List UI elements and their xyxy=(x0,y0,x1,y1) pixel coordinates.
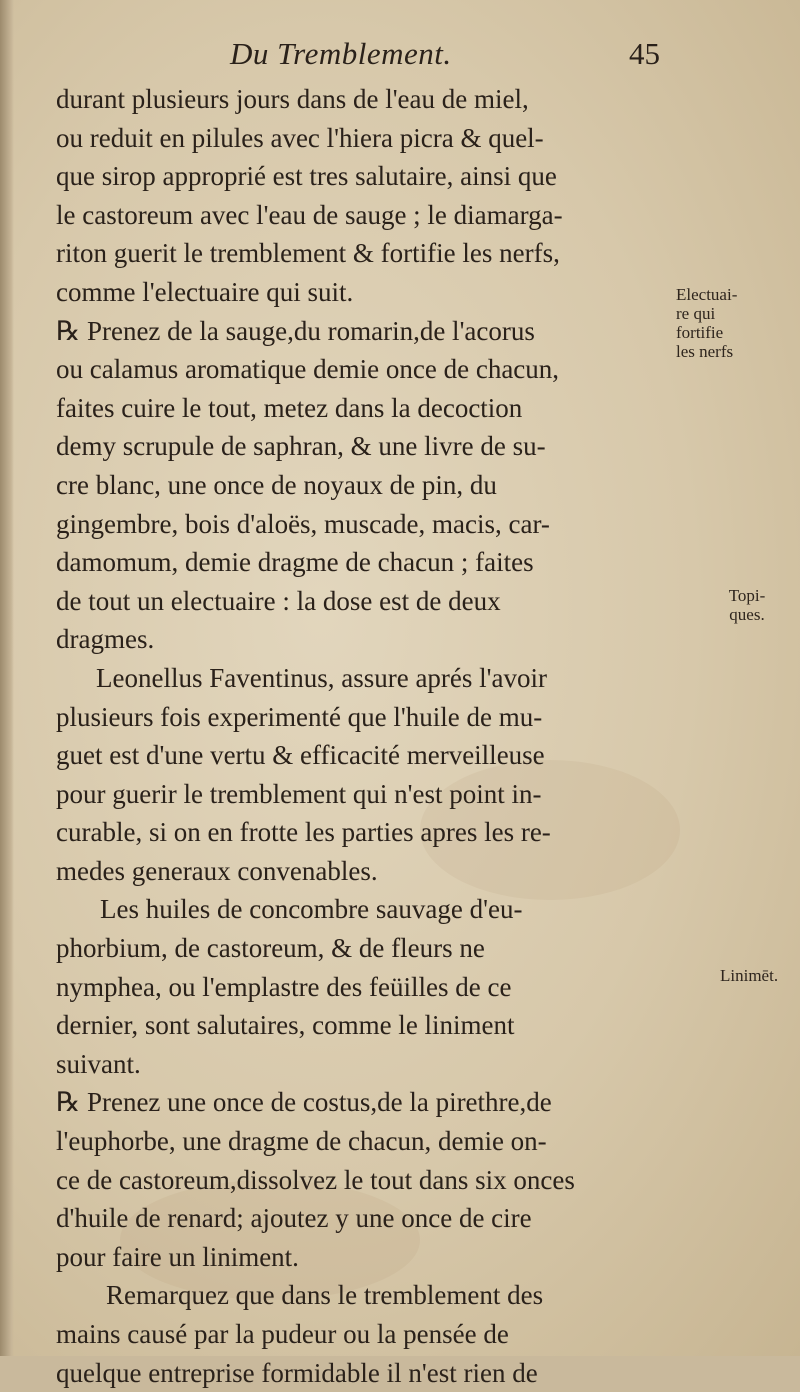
text-line: comme l'electuaire qui suit. xyxy=(56,276,354,307)
body-text xyxy=(56,80,690,1392)
text-line: ou reduit en pilules avec l'hiera picra & quel- xyxy=(56,122,544,153)
running-head: Du Tremblement. xyxy=(230,36,452,71)
text-line: d'huile de renard; ajoutez y une once de cire xyxy=(56,1203,532,1234)
margin-note-liniment: Linimēt. xyxy=(720,966,779,985)
text-line: mains causé par la pudeur ou la pensée de xyxy=(56,1319,509,1349)
text-line: de tout un electuaire : la dose est de deux xyxy=(56,585,501,616)
text-line: faites cuire le tout, metez dans la decoction xyxy=(56,392,523,423)
text-line: Remarquez que dans le tremblement des xyxy=(106,1280,544,1311)
text-line: medes generaux convenables. xyxy=(56,855,378,886)
text-line: que sirop approprié est tres salutaire, ainsi que xyxy=(56,161,557,192)
text-line: dernier, sont salutaires, comme le liniment xyxy=(56,1010,515,1041)
text-line: Les huiles de concombre sauvage d'eu- xyxy=(100,894,523,925)
text-line: le castoreum avec l'eau de sauge ; le diamarga- xyxy=(56,199,563,230)
text-line: cre blanc, une once de noyaux de pin, du xyxy=(56,469,497,500)
page-number: 45 xyxy=(629,36,660,71)
text-line: gingembre, bois d'aloës, muscade, macis, car- xyxy=(56,508,550,539)
text-line: guet est d'une vertu & efficacité merveilleuse xyxy=(56,740,545,771)
text-line: ce de castoreum,dissolvez le tout dans six onces xyxy=(56,1164,575,1195)
page-header xyxy=(60,36,660,80)
text-line: phorbium, de castoreum, & de fleurs ne xyxy=(56,933,485,964)
text-line: suivant. xyxy=(56,1048,141,1079)
text-line: quelque entreprise formidable il n'est rien de xyxy=(56,1357,538,1388)
text-line: dragmes. xyxy=(56,624,155,655)
text-line: ℞ Prenez de la sauge,du romarin,de l'acorus xyxy=(56,315,535,346)
text-line: curable, si on en frotte les parties apres les re- xyxy=(56,817,551,848)
page-gutter xyxy=(0,0,14,1356)
text-line: nymphea, ou l'emplastre des feüilles de ce xyxy=(56,971,512,1002)
text-line: pour faire un liniment. xyxy=(56,1241,299,1272)
text-line: pour guerir le tremblement qui n'est point in- xyxy=(56,778,542,809)
margin-note-topiques: Topi- ques. xyxy=(728,586,766,624)
text-line: ℞ Prenez une once de costus,de la pirethre,de xyxy=(56,1087,552,1118)
text-line: plusieurs fois experimenté que l'huile de mu- xyxy=(56,701,543,732)
text-line: Leonellus Faventinus, assure aprés l'avoir xyxy=(96,662,547,693)
text-line: demy scrupule de saphran, & une livre de su- xyxy=(56,431,546,462)
text-line: durant plusieurs jours dans de l'eau de miel, xyxy=(56,84,529,114)
text-line: l'euphorbe, une dragme de chacun, demie on- xyxy=(56,1126,547,1157)
text-line: ou calamus aromatique demie once de chacun, xyxy=(56,354,560,385)
text-line: riton guerit le tremblement & fortifie les nerfs, xyxy=(56,238,560,269)
margin-note-electuaire: Electuai- re qui fortifie les nerfs xyxy=(676,285,738,361)
text-line: damomum, demie dragme de chacun ; faites xyxy=(56,547,534,578)
